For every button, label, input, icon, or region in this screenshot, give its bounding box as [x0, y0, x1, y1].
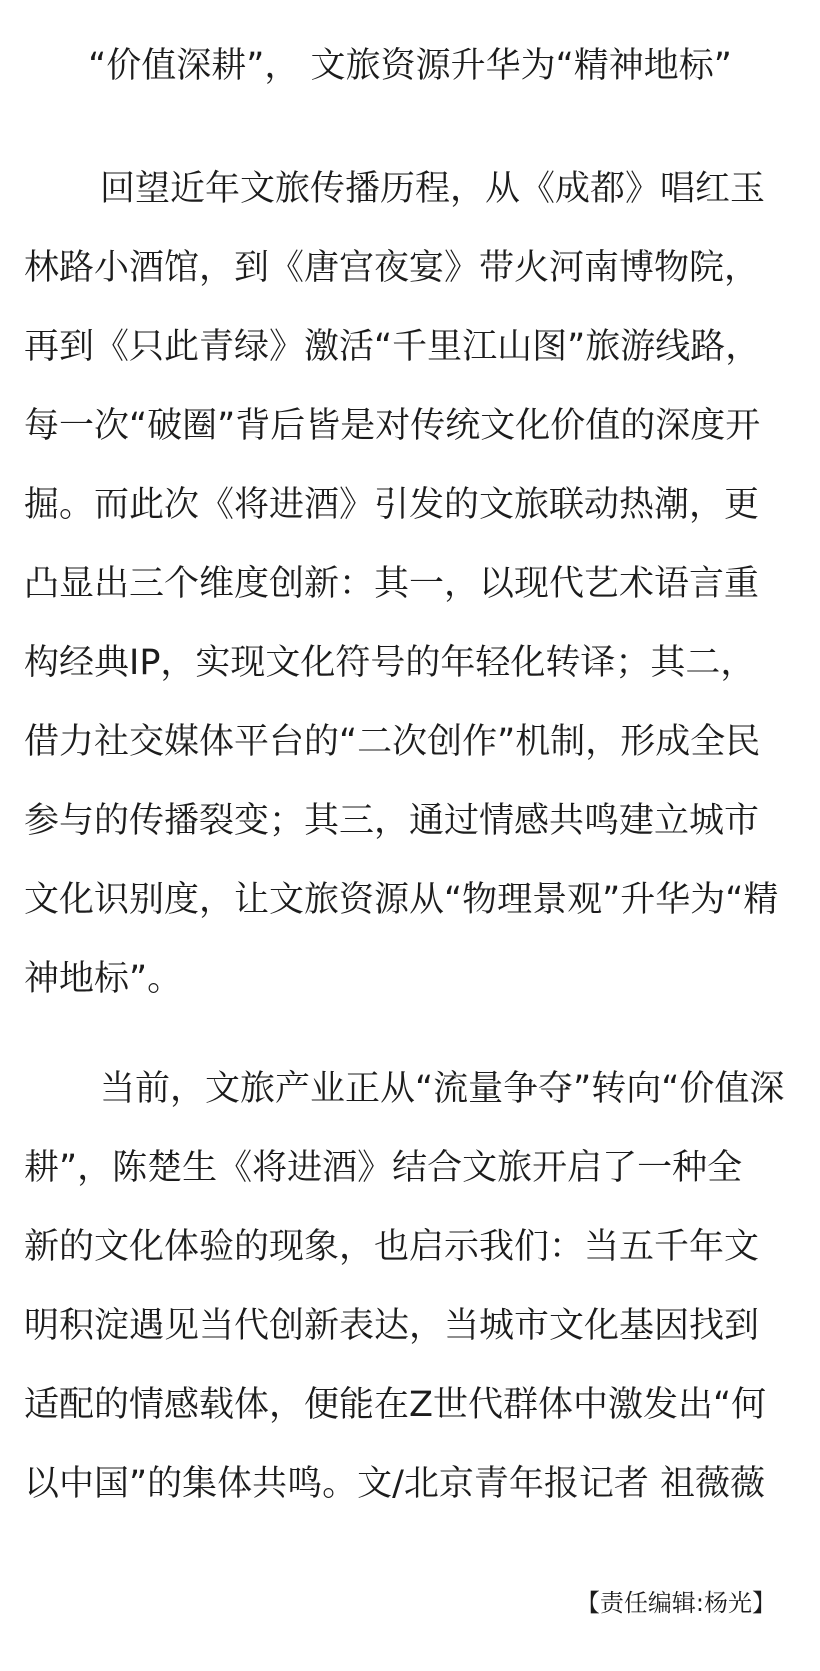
section-subtitle: “价值深耕”， 文旅资源升华为“精神地标”	[88, 46, 732, 86]
paragraph-line: 文化识别度，让文旅资源从“物理景观”升华为“精	[24, 880, 779, 920]
paragraph-line: 掘。而此次《将进酒》引发的文旅联动热潮，更	[24, 485, 760, 525]
paragraph-line: 林路小酒馆，到《唐宫夜宴》带火河南博物院，	[24, 248, 760, 288]
paragraph-2	[24, 1050, 800, 1524]
paragraph-1	[24, 150, 800, 1019]
paragraph-line: 回望近年文旅传播历程，从《成都》唱红玉	[100, 169, 766, 209]
editor-credit: 【责任编辑:杨光】	[575, 1589, 776, 1617]
paragraph-line: 神地标”。	[24, 959, 183, 999]
paragraph-line: 适配的情感载体，便能在Z世代群体中激发出“何	[24, 1385, 767, 1425]
paragraph-line: 参与的传播裂变；其三，通过情感共鸣建立城市	[24, 801, 760, 841]
paragraph-line: 凸显出三个维度创新：其一，以现代艺术语言重	[24, 564, 760, 604]
paragraph-line: 耕”，陈楚生《将进酒》结合文旅开启了一种全	[24, 1148, 743, 1188]
paragraph-line: 明积淀遇见当代创新表达，当城市文化基因找到	[24, 1306, 760, 1346]
paragraph-line: 新的文化体验的现象，也启示我们：当五千年文	[24, 1227, 760, 1267]
paragraph-line: 构经典IP，实现文化符号的年轻化转译；其二，	[24, 643, 756, 683]
paragraph-line: 每一次“破圈”背后皆是对传统文化价值的深度开	[24, 406, 761, 446]
paragraph-line: 以中国”的集体共鸣。文/北京青年报记者 祖薇薇	[24, 1464, 766, 1504]
paragraph-line: 借力社交媒体平台的“二次创作”机制，形成全民	[24, 722, 761, 762]
paragraph-line: 当前，文旅产业正从“流量争夺”转向“价值深	[100, 1069, 785, 1109]
paragraph-line: 再到《只此青绿》激活“千里江山图”旅游线路，	[24, 327, 761, 367]
